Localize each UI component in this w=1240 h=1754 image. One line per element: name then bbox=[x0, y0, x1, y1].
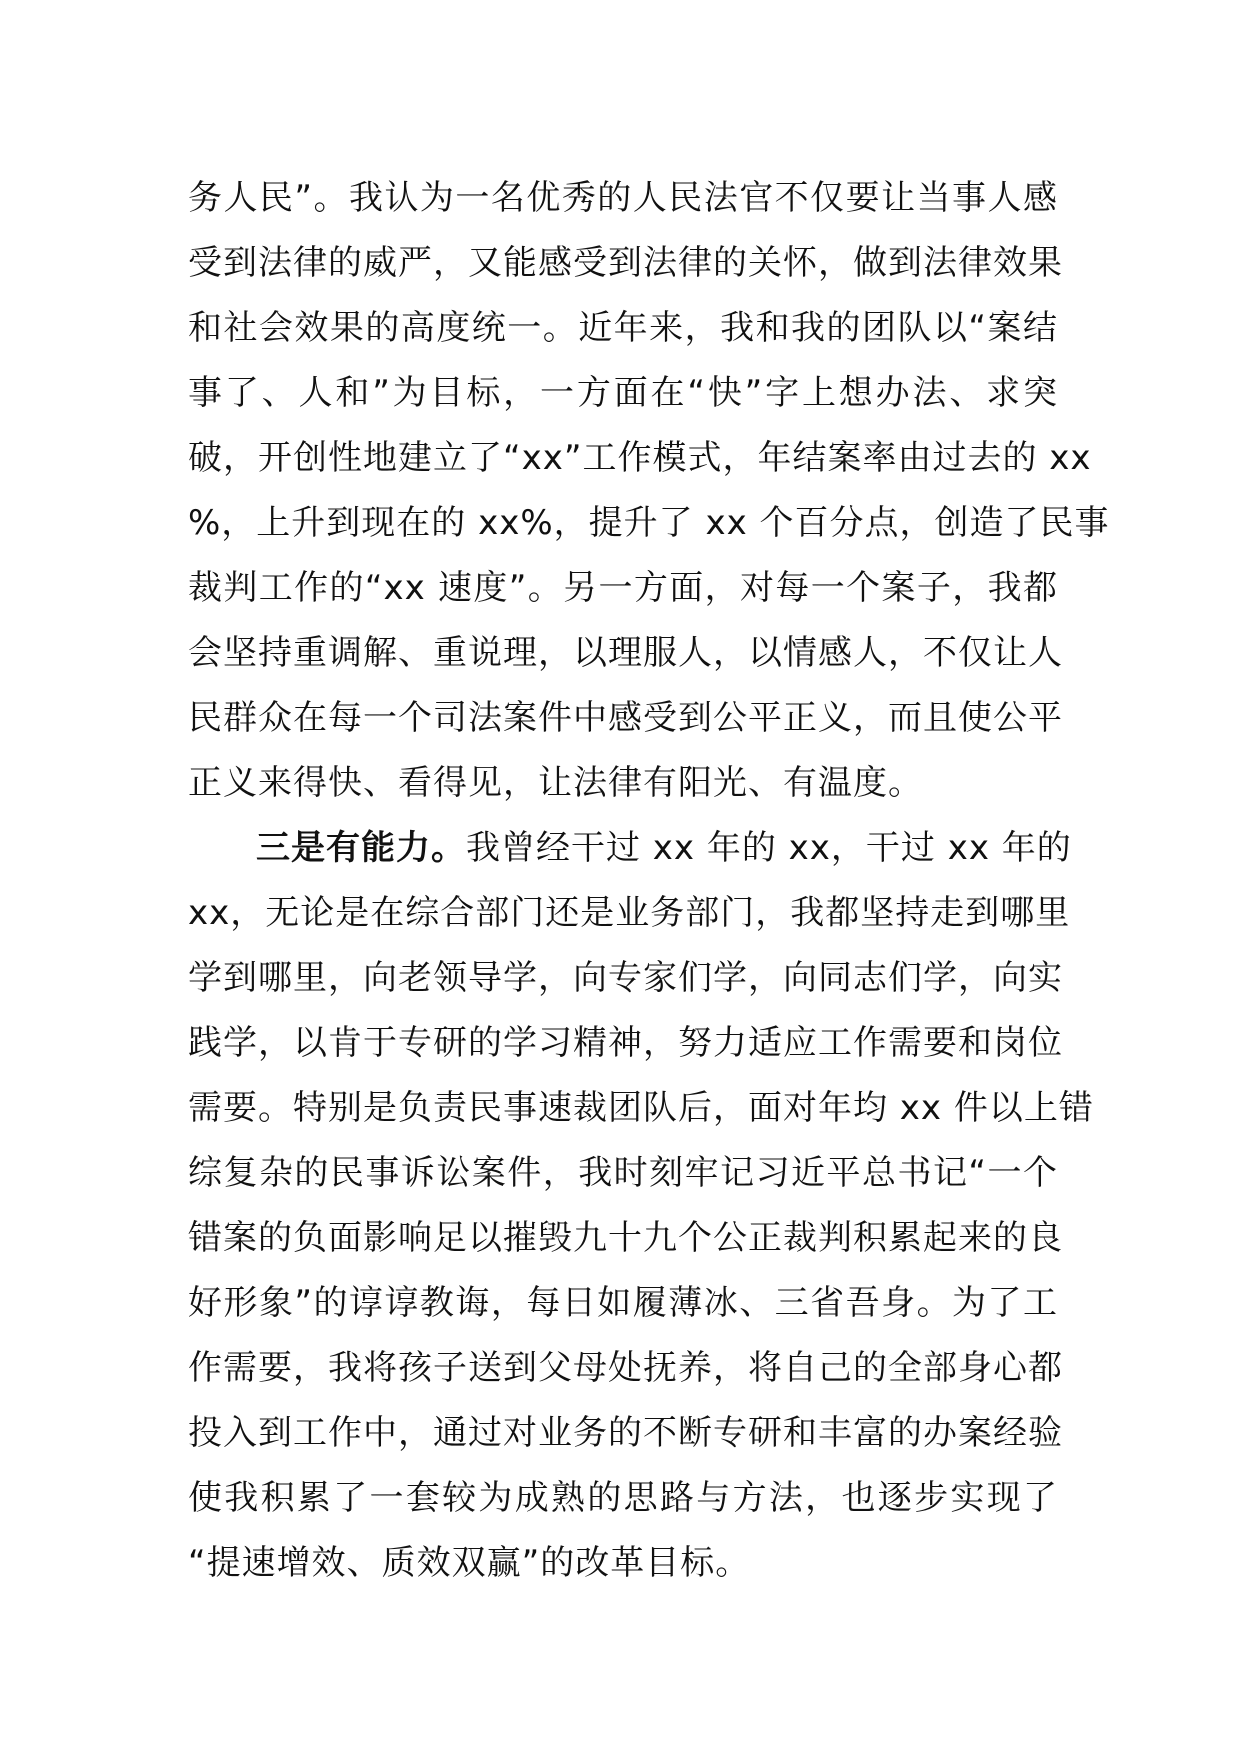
text-line: 务人民”。我认为一名优秀的人民法官不仅要让当事人感 bbox=[188, 178, 1058, 218]
text-line: 裁判工作的“xx 速度”。另一方面，对每一个案子，我都 bbox=[188, 568, 1058, 608]
text-line: 和社会效果的高度统一。近年来，我和我的团队以“案结 bbox=[188, 308, 1058, 348]
paragraph-1 bbox=[188, 166, 1110, 816]
section-heading: 三是有能力。 bbox=[256, 828, 466, 868]
text-line: 事了、人和”为目标，一方面在“快”字上想办法、求突 bbox=[188, 373, 1058, 413]
text-line: 错案的负面影响足以摧毁九十九个公正裁判积累起来的良 bbox=[188, 1218, 1063, 1258]
text-line: 学到哪里，向老领导学，向专家们学，向同志们学，向实 bbox=[188, 958, 1063, 998]
text-line: 综复杂的民事诉讼案件，我时刻牢记习近平总书记“一个 bbox=[188, 1153, 1058, 1193]
text-line: 破，开创性地建立了“xx”工作模式，年结案率由过去的 xx bbox=[188, 438, 1092, 478]
text-line: 会坚持重调解、重说理，以理服人，以情感人，不仅让人 bbox=[188, 633, 1063, 673]
body-text bbox=[188, 166, 1110, 1596]
text-segment: 我曾经干过 xx 年的 xx，干过 xx 年的 bbox=[466, 828, 1072, 868]
text-line: 需要。特别是负责民事速裁团队后，面对年均 xx 件以上错 bbox=[188, 1088, 1094, 1128]
text-line: xx，无论是在综合部门还是业务部门，我都坚持走到哪里 bbox=[188, 893, 1071, 933]
text-line: 受到法律的威严，又能感受到法律的关怀，做到法律效果 bbox=[188, 243, 1063, 283]
text-line: 正义来得快、看得见，让法律有阳光、有温度。 bbox=[188, 763, 923, 803]
text-line: 使我积累了一套较为成熟的思路与方法，也逐步实现了 bbox=[188, 1478, 1058, 1518]
text-line: “提速增效、质效双赢”的改革目标。 bbox=[188, 1543, 751, 1583]
text-line: 好形象”的谆谆教诲，每日如履薄冰、三省吾身。为了工 bbox=[188, 1283, 1058, 1323]
text-line: 作需要，我将孩子送到父母处抚养，将自己的全部身心都 bbox=[188, 1348, 1063, 1388]
text-line: 践学，以肯于专研的学习精神，努力适应工作需要和岗位 bbox=[188, 1023, 1063, 1063]
text-line: 民群众在每一个司法案件中感受到公平正义，而且使公平 bbox=[188, 698, 1063, 738]
text-line: 投入到工作中，通过对业务的不断专研和丰富的办案经验 bbox=[188, 1413, 1063, 1453]
text-line: %，上升到现在的 xx%，提升了 xx 个百分点，创造了民事 bbox=[188, 503, 1110, 543]
paragraph-first-line bbox=[188, 816, 1072, 881]
paragraph-2 bbox=[188, 816, 1094, 1596]
